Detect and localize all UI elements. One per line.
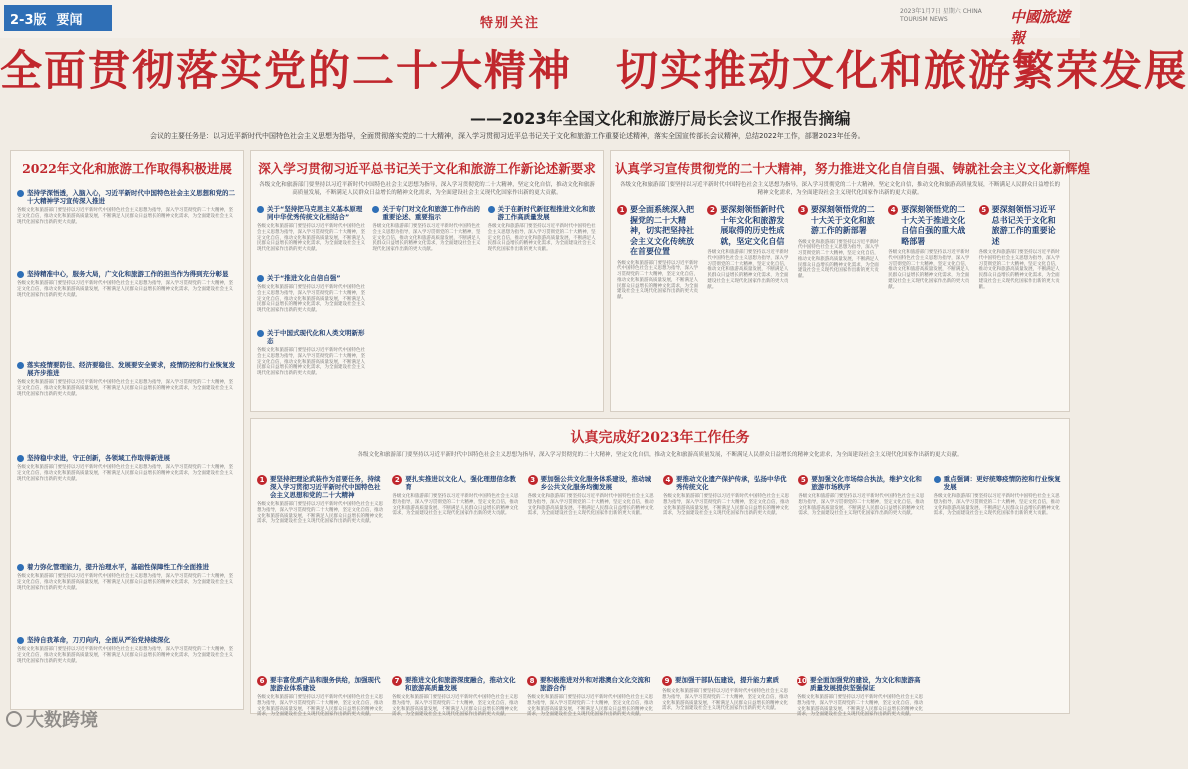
- panel-study-requirements: 深入学习贯彻习近平总书记关于文化和旅游工作新论述新要求 各级文化和旅游部门要坚持以习近平新时代中国特色社会主义思想为指导，深入学习贯彻党的二十大精神，坚定文化自信，推动文化和旅游高质量发展，不断满足人民群众日益增长的精神文化需求，为全面建设社会主义现代化国家作出新的更大贡献。 关于“坚持把马克思主义基本原理同中华优秀传统文化相结合” 各级文化和旅游部门要坚持以习近平新时代中国特色社会主义思想为指导，深入学习贯彻党的二十大精神，坚定文化自信，推动文化和旅游高质量发展，不断满足人民群众日益增长的精神文化需求，为全面建设社会主义现代化国家作出新的更大贡献。 关于“推进文化自信自强” 各级文化和旅游部门要坚持以习近平新时代中国特色社会主义思想为指导，深入学习贯彻党的二十大精神，坚定文化自信，推动文化和旅游高质量发展，不断满足人民群众日益增长的精神文化需求，为全面建设社会主义现代化国家作出新的更大贡献。 关于中国式现代化和人类文明新形态 各级文化和旅游部门要坚持以习近平新时代中国特色社会主义思想为指导，深入学习贯彻党的二十大精神，坚定文化自信，推动文化和旅游高质量发展，不断满足人民群众日益增长的精神文化需求，为全面建设社会主义现代化国家作出新的更大贡献。 关于专门对文化和旅游工作作出的重要论述、重要指示 各级文化和旅游部门要坚持以习近平新时代中国特色社会主义思想为指导，深入学习贯彻党的二十大精神，坚定文化自信，推动文化和旅游高质量发展，不断满足人民群众日益增长的精神文化需求，为全面建设社会主义现代化国家作出新的更大贡献。 关于在新时代新征程推进文化和旅游工作高质量发展 各级文化和旅游部门要坚持以习近平新时代中国特色社会主义思想为指导，深入学习贯彻党的二十大精神，坚定文化自信，推动文化和旅游高质量发展，不断满足人民群众日益增长的精神文化需求，为全面建设社会主义现代化国家作出新的更大贡献。: [250, 150, 604, 412]
- number-badge: 10: [797, 677, 807, 685]
- number-badge: 6: [257, 676, 267, 686]
- achievement-item: 坚持精准中心，服务大局，广文化和旅游工作的担当作为得到充分彰显 各级文化和旅游部门要坚持以习近平新时代中国特色社会主义思想为指导，深入学习贯彻党的二十大精神，坚定文化自信，推动文化和旅游高质量发展，不断满足人民群众日益增长的精神文化需求，为全面建设社会主义现代化国家作出新的更大贡献。: [17, 270, 233, 298]
- panel-2022-achievements: [10, 150, 244, 710]
- bullet-icon: [17, 564, 24, 571]
- bullet-icon: [934, 476, 941, 483]
- achievement-item: 落实疫情要防住、经济要稳住、发展要安全要求，疫情防控和行业恢复发展齐步推进 各级文化和旅游部门要坚持以习近平新时代中国特色社会主义思想为指导，深入学习贯彻党的二十大精神，坚定文化自信，推动文化和旅游高质量发展，不断满足人民群众日益增长的精神文化需求，为全面建设社会主义现代化国家作出新的更大贡献。: [17, 361, 235, 397]
- intro-summary: 会议的主要任务是：以习近平新时代中国特色社会主义思想为指导，全面贯彻落实党的二十大精神，深入学习贯彻习近平总书记关于文化和旅游工作重要论述精神，落实全国宣传部长会议精神，总结2022年工作，部署2023年任务。: [150, 132, 865, 140]
- number-badge: 1: [617, 205, 627, 215]
- main-headline: 全面贯彻落实党的二十大精神 切实推动文化和旅游繁荣发展: [0, 46, 1188, 95]
- subheadline: ——2023年全国文化和旅游厅局长会议工作报告摘编: [470, 109, 851, 128]
- bullet-icon: [17, 271, 24, 278]
- achievement-item: 着力弥化管理能力，提升治理水平，基础性保障性工作全面推进 各级文化和旅游部门要坚持以习近平新时代中国特色社会主义思想为指导，深入学习贯彻党的二十大精神，坚定文化自信，推动文化和旅游高质量发展，不断满足人民群众日益增长的精神文化需求，为全面建设社会主义现代化国家作出新的更大贡献。: [17, 563, 233, 591]
- panel-title: 认真完成好2023年工作任务: [570, 430, 750, 446]
- tasks-row-2: 6 要丰富优质产品和服务供给，加强现代旅游业体系建设 各级文化和旅游部门要坚持以习近平新时代中国特色社会主义思想为指导，深入学习贯彻党的二十大精神，坚定文化自信，推动文化和旅游高质量发展，不断满足人民群众日益增长的精神文化需求，为全面建设社会主义现代化国家作出新的更大贡献。 7 要推进文化和旅游深度融合，推动文化和旅游高质量发展 各级文化和旅游部门要坚持以习近平新时代中国特色社会主义思想为指导，深入学习贯彻党的二十大精神，坚定文化自信，推动文化和旅游高质量发展，不断满足人民群众日益增长的精神文化需求，为全面建设社会主义现代化国家作出新的更大贡献。 8 要积极推进对外和对港澳台文化交流和旅游合作 各级文化和旅游部门要坚持以习近平新时代中国特色社会主义思想为指导，深入学习贯彻党的二十大精神，坚定文化自信，推动文化和旅游高质量发展，不断满足人民群众日益增长的精神文化需求，为全面建设社会主义现代化国家作出新的更大贡献。 9 要加强干部队伍建设，提升能力素质 各级文化和旅游部门要坚持以习近平新时代中国特色社会主义思想为指导，深入学习贯彻党的二十大精神，坚定文化自信，推动文化和旅游高质量发展，不断满足人民群众日益增长的精神文化需求，为全面建设社会主义现代化国家作出新的更大贡献。 10 要全面加强党的建设，为文化和旅游高质量发展提供坚强保证 各级文化和旅游部门要坚持以习近平新时代中国特色社会主义思想为指导，深入学习贯彻党的二十大精神，坚定文化自信，推动文化和旅游高质量发展，不断满足人民群众日益增长的精神文化需求，为全面建设社会主义现代化国家作出新的更大贡献。: [257, 676, 923, 718]
- bullet-icon: [17, 362, 24, 369]
- number-badge: 9: [662, 676, 672, 686]
- dateline: 2023年1月7日 星期六 CHINA TOURISM NEWS: [900, 8, 982, 23]
- panel-title: 认真学习宣传贯彻党的二十大精神，努力推进文化自信自强、铸就社会主义文化新辉煌: [615, 161, 1091, 176]
- bullet-icon: [17, 637, 24, 644]
- panel-title: 深入学习贯彻习近平总书记关于文化和旅游工作新论述新要求: [258, 161, 596, 176]
- number-badge: 7: [392, 676, 402, 686]
- section-label: 特别关注: [480, 16, 541, 31]
- newspaper-masthead: 中國旅遊報: [1010, 8, 1071, 47]
- number-badge: 8: [527, 676, 537, 686]
- achievement-item: 坚持自我革命，刀刃向内，全面从严治党持续深化 各级文化和旅游部门要坚持以习近平新时代中国特色社会主义思想为指导，深入学习贯彻党的二十大精神，坚定文化自信，推动文化和旅游高质量发展，不断满足人民群众日益增长的精神文化需求，为全面建设社会主义现代化国家作出新的更大贡献。: [17, 636, 233, 664]
- study-columns: 关于“坚持把马克思主义基本原理同中华优秀传统文化相结合” 各级文化和旅游部门要坚持以习近平新时代中国特色社会主义思想为指导，深入学习贯彻党的二十大精神，坚定文化自信，推动文化和旅游高质量发展，不断满足人民群众日益增长的精神文化需求，为全面建设社会主义现代化国家作出新的更大贡献。 关于“推进文化自信自强” 各级文化和旅游部门要坚持以习近平新时代中国特色社会主义思想为指导，深入学习贯彻党的二十大精神，坚定文化自信，推动文化和旅游高质量发展，不断满足人民群众日益增长的精神文化需求，为全面建设社会主义现代化国家作出新的更大贡献。 关于中国式现代化和人类文明新形态 各级文化和旅游部门要坚持以习近平新时代中国特色社会主义思想为指导，深入学习贯彻党的二十大精神，坚定文化自信，推动文化和旅游高质量发展，不断满足人民群众日益增长的精神文化需求，为全面建设社会主义现代化国家作出新的更大贡献。 关于专门对文化和旅游工作作出的重要论述、重要指示 各级文化和旅游部门要坚持以习近平新时代中国特色社会主义思想为指导，深入学习贯彻党的二十大精神，坚定文化自信，推动文化和旅游高质量发展，不断满足人民群众日益增长的精神文化需求，为全面建设社会主义现代化国家作出新的更大贡献。 关于在新时代新征程推进文化和旅游工作高质量发展 各级文化和旅游部门要坚持以习近平新时代中国特色社会主义思想为指导，深入学习贯彻党的二十大精神，坚定文化自信，推动文化和旅游高质量发展，不断满足人民群众日益增长的精神文化需求，为全面建设社会主义现代化国家作出新的更大贡献。: [257, 205, 596, 377]
- panel-cultural-confidence: 认真学习宣传贯彻党的二十大精神，努力推进文化自信自强、铸就社会主义文化新辉煌 各级文化和旅游部门要坚持以习近平新时代中国特色社会主义思想为指导，深入学习贯彻党的二十大精神，坚定文化自信，推动文化和旅游高质量发展，不断满足人民群众日益增长的精神文化需求，为全面建设社会主义现代化国家作出新的更大贡献。 1 要全面系统深入把握党的二十大精神，切实把坚持社会主义文化传统放在首要位置 各级文化和旅游部门要坚持以习近平新时代中国特色社会主义思想为指导，深入学习贯彻党的二十大精神，坚定文化自信，推动文化和旅游高质量发展，不断满足人民群众日益增长的精神文化需求，为全面建设社会主义现代化国家作出新的更大贡献。 2 要深刻领悟新时代十年文化和旅游发展取得的历史性成就，坚定文化自信 各级文化和旅游部门要坚持以习近平新时代中国特色社会主义思想为指导，深入学习贯彻党的二十大精神，坚定文化自信，推动文化和旅游高质量发展，不断满足人民群众日益增长的精神文化需求，为全面建设社会主义现代化国家作出新的更大贡献。 3 要深刻领悟党的二十大关于文化和旅游工作的新部署 各级文化和旅游部门要坚持以习近平新时代中国特色社会主义思想为指导，深入学习贯彻党的二十大精神，坚定文化自信，推动文化和旅游高质量发展，不断满足人民群众日益增长的精神文化需求，为全面建设社会主义现代化国家作出新的更大贡献。 4 要深刻领悟党的二十大关于推进文化自信自强的重大战略部署 各级文化和旅游部门要坚持以习近平新时代中国特色社会主义思想为指导，深入学习贯彻党的二十大精神，坚定文化自信，推动文化和旅游高质量发展，不断满足人民群众日益增长的精神文化需求，为全面建设社会主义现代化国家作出新的更大贡献。 5 要深刻领悟习近平总书记关于文化和旅游工作的重要论述 各级文化和旅游部门要坚持以习近平新时代中国特色社会主义思想为指导，深入学习贯彻党的二十大精神，坚定文化自信，推动文化和旅游高质量发展，不断满足人民群众日益增长的精神文化需求，为全面建设社会主义现代化国家作出新的更大贡献。: [610, 150, 1070, 412]
- edition-tag: [4, 5, 112, 31]
- number-badge: 2: [392, 475, 402, 485]
- achievement-item: 坚持学深悟透，入脑入心，习近平新时代中国特色社会主义思想和党的二十大精神学习宣传深入推进 各级文化和旅游部门要坚持以习近平新时代中国特色社会主义思想为指导，深入学习贯彻党的二十大精神，坚定文化自信，推动文化和旅游高质量发展，不断满足人民群众日益增长的精神文化需求，为全面建设社会主义现代化国家作出新的更大贡献。: [17, 189, 235, 225]
- bullet-icon: [488, 206, 495, 213]
- bullet-icon: [257, 330, 264, 337]
- number-badge: 3: [798, 205, 808, 215]
- bullet-icon: [372, 206, 379, 213]
- achievement-list: [11, 181, 243, 691]
- bullet-icon: [257, 275, 264, 282]
- panel-title: 2022年文化和旅游工作取得积极进展: [22, 161, 232, 176]
- tasks-row-1: 1 要坚持把理论武装作为首要任务，持续深入学习贯彻习近平新时代中国特色社会主义思想和党的二十大精神 各级文化和旅游部门要坚持以习近平新时代中国特色社会主义思想为指导，深入学习贯彻党的二十大精神，坚定文化自信，推动文化和旅游高质量发展，不断满足人民群众日益增长的精神文化需求，为全面建设社会主义现代化国家作出新的更大贡献。 2 要扎实推进以文化人，强化理想信念教育 各级文化和旅游部门要坚持以习近平新时代中国特色社会主义思想为指导，深入学习贯彻党的二十大精神，坚定文化自信，推动文化和旅游高质量发展，不断满足人民群众日益增长的精神文化需求，为全面建设社会主义现代化国家作出新的更大贡献。 3 要加强公共文化服务体系建设，推动城乡公共文化服务均衡发展 各级文化和旅游部门要坚持以习近平新时代中国特色社会主义思想为指导，深入学习贯彻党的二十大精神，坚定文化自信，推动文化和旅游高质量发展，不断满足人民群众日益增长的精神文化需求，为全面建设社会主义现代化国家作出新的更大贡献。 4 要推动文化遗产保护传承，弘扬中华优秀传统文化 各级文化和旅游部门要坚持以习近平新时代中国特色社会主义思想为指导，深入学习贯彻党的二十大精神，坚定文化自信，推动文化和旅游高质量发展，不断满足人民群众日益增长的精神文化需求，为全面建设社会主义现代化国家作出新的更大贡献。 5 要加强文化市场综合执法，维护文化和旅游市场秩序 各级文化和旅游部门要坚持以习近平新时代中国特色社会主义思想为指导，深入学习贯彻党的二十大精神，坚定文化自信，推动文化和旅游高质量发展，不断满足人民群众日益增长的精神文化需求，为全面建设社会主义现代化国家作出新的更大贡献。 重点强调：更好统筹疫情防控和行业恢复发展 各级文化和旅游部门要坚持以习近平新时代中国特色社会主义思想为指导，深入学习贯彻党的二十大精神，坚定文化自信，推动文化和旅游高质量发展，不断满足人民群众日益增长的精神文化需求，为全面建设社会主义现代化国家作出新的更大贡献。: [257, 475, 1061, 525]
- number-badge: 5: [798, 475, 808, 485]
- edition-section: 要闻: [56, 12, 83, 28]
- number-badge: 1: [257, 475, 267, 485]
- number-badge: 3: [528, 475, 538, 485]
- number-badge: 2: [707, 205, 717, 215]
- number-badge: 4: [888, 205, 898, 215]
- bullet-icon: [257, 206, 264, 213]
- panel-2023-tasks: 认真完成好2023年工作任务 各级文化和旅游部门要坚持以习近平新时代中国特色社会主义思想为指导，深入学习贯彻党的二十大精神，坚定文化自信，推动文化和旅游高质量发展，不断满足人民群众日益增长的精神文化需求，为全面建设社会主义现代化国家作出新的更大贡献。 1 要坚持把理论武装作为首要任务，持续深入学习贯彻习近平新时代中国特色社会主义思想和党的二十大精神 各级文化和旅游部门要坚持以习近平新时代中国特色社会主义思想为指导，深入学习贯彻党的二十大精神，坚定文化自信，推动文化和旅游高质量发展，不断满足人民群众日益增长的精神文化需求，为全面建设社会主义现代化国家作出新的更大贡献。 2 要扎实推进以文化人，强化理想信念教育 各级文化和旅游部门要坚持以习近平新时代中国特色社会主义思想为指导，深入学习贯彻党的二十大精神，坚定文化自信，推动文化和旅游高质量发展，不断满足人民群众日益增长的精神文化需求，为全面建设社会主义现代化国家作出新的更大贡献。 3 要加强公共文化服务体系建设，推动城乡公共文化服务均衡发展 各级文化和旅游部门要坚持以习近平新时代中国特色社会主义思想为指导，深入学习贯彻党的二十大精神，坚定文化自信，推动文化和旅游高质量发展，不断满足人民群众日益增长的精神文化需求，为全面建设社会主义现代化国家作出新的更大贡献。 4 要推动文化遗产保护传承，弘扬中华优秀传统文化 各级文化和旅游部门要坚持以习近平新时代中国特色社会主义思想为指导，深入学习贯彻党的二十大精神，坚定文化自信，推动文化和旅游高质量发展，不断满足人民群众日益增长的精神文化需求，为全面建设社会主义现代化国家作出新的更大贡献。 5 要加强文化市场综合执法，维护文化和旅游市场秩序 各级文化和旅游部门要坚持以习近平新时代中国特色社会主义思想为指导，深入学习贯彻党的二十大精神，坚定文化自信，推动文化和旅游高质量发展，不断满足人民群众日益增长的精神文化需求，为全面建设社会主义现代化国家作出新的更大贡献。 重点强调：更好统筹疫情防控和行业恢复发展 各级文化和旅游部门要坚持以习近平新时代中国特色社会主义思想为指导，深入学习贯彻党的二十大精神，坚定文化自信，推动文化和旅游高质量发展，不断满足人民群众日益增长的精神文化需求，为全面建设社会主义现代化国家作出新的更大贡献。 6 要丰富优质产品和服务供给，加强现代旅游业体系建设 各级文化和旅游部门要坚持以习近平新时代中国特色社会主义思想为指导，深入学习贯彻党的二十大精神，坚定文化自信，推动文化和旅游高质量发展，不断满足人民群众日益增长的精神文化需求，为全面建设社会主义现代化国家作出新的更大贡献。 7 要推进文化和旅游深度融合，推动文化和旅游高质量发展 各级文化和旅游部门要坚持以习近平新时代中国特色社会主义思想为指导，深入学习贯彻党的二十大精神，坚定文化自信，推动文化和旅游高质量发展，不断满足人民群众日益增长的精神文化需求，为全面建设社会主义现代化国家作出新的更大贡献。 8 要积极推进对外和对港澳台文化交流和旅游合作 各级文化和旅游部门要坚持以习近平新时代中国特色社会主义思想为指导，深入学习贯彻党的二十大精神，坚定文化自信，推动文化和旅游高质量发展，不断满足人民群众日益增长的精神文化需求，为全面建设社会主义现代化国家作出新的更大贡献。 9 要加强干部队伍建设，提升能力素质 各级文化和旅游部门要坚持以习近平新时代中国特色社会主义思想为指导，深入学习贯彻党的二十大精神，坚定文化自信，推动文化和旅游高质量发展，不断满足人民群众日益增长的精神文化需求，为全面建设社会主义现代化国家作出新的更大贡献。 10 要全面加强党的建设，为文化和旅游高质量发展提供坚强保证 各级文化和旅游部门要坚持以习近平新时代中国特色社会主义思想为指导，深入学习贯彻党的二十大精神，坚定文化自信，推动文化和旅游高质量发展，不断满足人民群众日益增长的精神文化需求，为全面建设社会主义现代化国家作出新的更大贡献。: [250, 418, 1070, 714]
- watermark: 大数跨境: [6, 706, 98, 732]
- bullet-icon: [17, 455, 24, 462]
- number-badge: 5: [979, 205, 989, 215]
- number-badge: 4: [663, 475, 673, 485]
- bullet-icon: [17, 190, 24, 197]
- edition-number: 2-3版: [10, 12, 47, 28]
- page-header: [0, 0, 1080, 47]
- confidence-columns: 1 要全面系统深入把握党的二十大精神，切实把坚持社会主义文化传统放在首要位置 各级文化和旅游部门要坚持以习近平新时代中国特色社会主义思想为指导，深入学习贯彻党的二十大精神，坚定文化自信，推动文化和旅游高质量发展，不断满足人民群众日益增长的精神文化需求，为全面建设社会主义现代化国家作出新的更大贡献。 2 要深刻领悟新时代十年文化和旅游发展取得的历史性成就，坚定文化自信 各级文化和旅游部门要坚持以习近平新时代中国特色社会主义思想为指导，深入学习贯彻党的二十大精神，坚定文化自信，推动文化和旅游高质量发展，不断满足人民群众日益增长的精神文化需求，为全面建设社会主义现代化国家作出新的更大贡献。 3 要深刻领悟党的二十大关于文化和旅游工作的新部署 各级文化和旅游部门要坚持以习近平新时代中国特色社会主义思想为指导，深入学习贯彻党的二十大精神，坚定文化自信，推动文化和旅游高质量发展，不断满足人民群众日益增长的精神文化需求，为全面建设社会主义现代化国家作出新的更大贡献。 4 要深刻领悟党的二十大关于推进文化自信自强的重大战略部署 各级文化和旅游部门要坚持以习近平新时代中国特色社会主义思想为指导，深入学习贯彻党的二十大精神，坚定文化自信，推动文化和旅游高质量发展，不断满足人民群众日益增长的精神文化需求，为全面建设社会主义现代化国家作出新的更大贡献。 5 要深刻领悟习近平总书记关于文化和旅游工作的重要论述 各级文化和旅游部门要坚持以习近平新时代中国特色社会主义思想为指导，深入学习贯彻党的二十大精神，坚定文化自信，推动文化和旅游高质量发展，不断满足人民群众日益增长的精神文化需求，为全面建设社会主义现代化国家作出新的更大贡献。: [617, 205, 1060, 301]
- achievement-item: 坚持稳中求进，守正创新，各领域工作取得新进展 各级文化和旅游部门要坚持以习近平新时代中国特色社会主义思想为指导，深入学习贯彻党的二十大精神，坚定文化自信，推动文化和旅游高质量发展，不断满足人民群众日益增长的精神文化需求，为全面建设社会主义现代化国家作出新的更大贡献。: [17, 454, 233, 482]
- watermark-logo-icon: [6, 711, 22, 727]
